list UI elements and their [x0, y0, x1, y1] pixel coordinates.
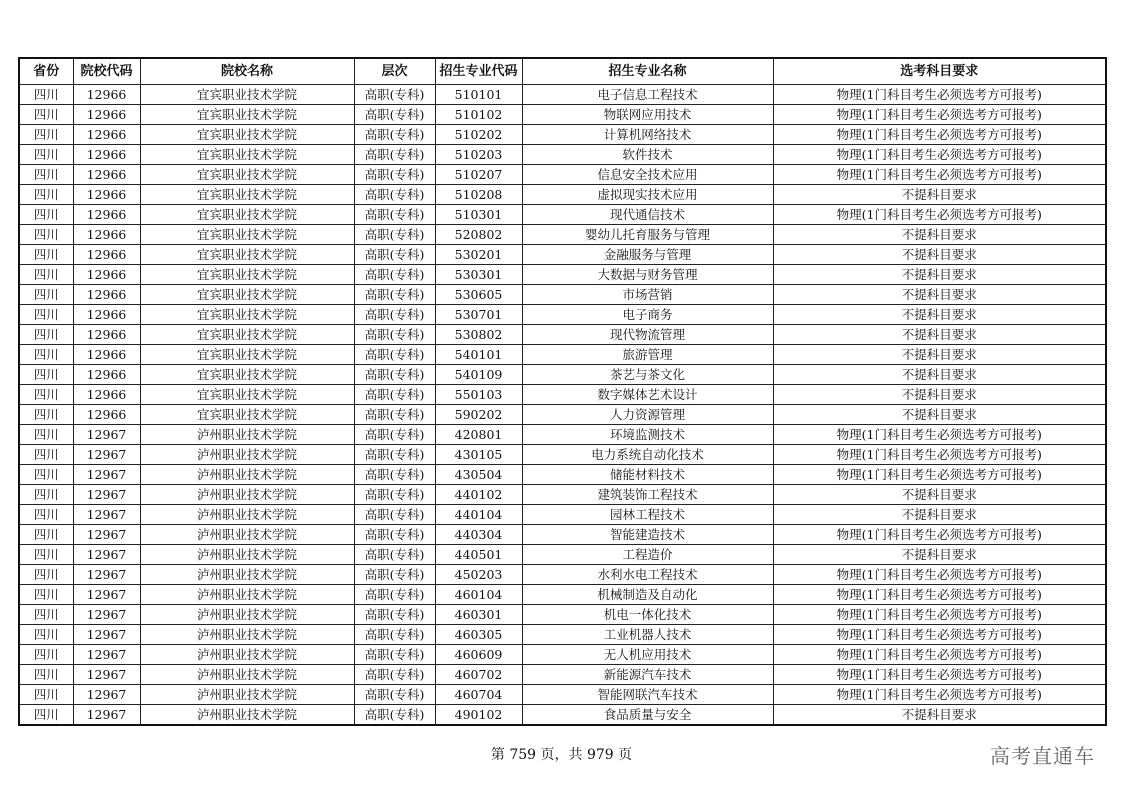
- cell-subject-requirement: 物理(1门科目考生必须选考方可报考): [773, 125, 1106, 145]
- table-row: [19, 225, 1106, 245]
- cell-major-code: 440104: [435, 505, 522, 525]
- cell-province: 四川: [19, 465, 73, 485]
- cell-level: 高职(专科): [354, 525, 435, 545]
- cell-school-code: 12966: [73, 305, 140, 325]
- cell-major-code: 530802: [435, 325, 522, 345]
- cell-major-code: 460704: [435, 685, 522, 705]
- cell-level: 高职(专科): [354, 305, 435, 325]
- cell-province: 四川: [19, 705, 73, 726]
- cell-subject-requirement: 不提科目要求: [773, 485, 1106, 505]
- cell-major-name: 电力系统自动化技术: [522, 445, 773, 465]
- cell-school-name: 宜宾职业技术学院: [140, 305, 354, 325]
- table-row: [19, 165, 1106, 185]
- cell-level: 高职(专科): [354, 225, 435, 245]
- table-row: [19, 245, 1106, 265]
- cell-level: 高职(专科): [354, 585, 435, 605]
- cell-major-code: 460305: [435, 625, 522, 645]
- cell-major-code: 590202: [435, 405, 522, 425]
- cell-level: 高职(专科): [354, 565, 435, 585]
- cell-province: 四川: [19, 405, 73, 425]
- cell-major-name: 无人机应用技术: [522, 645, 773, 665]
- cell-major-code: 530605: [435, 285, 522, 305]
- cell-school-code: 12966: [73, 405, 140, 425]
- cell-school-name: 宜宾职业技术学院: [140, 365, 354, 385]
- cell-major-code: 510208: [435, 185, 522, 205]
- cell-level: 高职(专科): [354, 245, 435, 265]
- cell-province: 四川: [19, 625, 73, 645]
- cell-province: 四川: [19, 225, 73, 245]
- cell-province: 四川: [19, 325, 73, 345]
- table-row: [19, 325, 1106, 345]
- cell-major-code: 540109: [435, 365, 522, 385]
- cell-major-code: 460609: [435, 645, 522, 665]
- cell-major-code: 510207: [435, 165, 522, 185]
- table-row: [19, 625, 1106, 645]
- cell-school-name: 泸州职业技术学院: [140, 705, 354, 726]
- cell-major-name: 储能材料技术: [522, 465, 773, 485]
- cell-level: 高职(专科): [354, 165, 435, 185]
- cell-level: 高职(专科): [354, 85, 435, 105]
- cell-school-code: 12966: [73, 285, 140, 305]
- cell-province: 四川: [19, 545, 73, 565]
- cell-major-code: 450203: [435, 565, 522, 585]
- table-row: [19, 525, 1106, 545]
- cell-major-name: 食品质量与安全: [522, 705, 773, 726]
- cell-province: 四川: [19, 605, 73, 625]
- cell-major-code: 460301: [435, 605, 522, 625]
- cell-major-code: 520802: [435, 225, 522, 245]
- cell-subject-requirement: 物理(1门科目考生必须选考方可报考): [773, 425, 1106, 445]
- cell-school-code: 12967: [73, 685, 140, 705]
- cell-province: 四川: [19, 85, 73, 105]
- cell-subject-requirement: 物理(1门科目考生必须选考方可报考): [773, 145, 1106, 165]
- cell-subject-requirement: 不提科目要求: [773, 505, 1106, 525]
- cell-subject-requirement: 不提科目要求: [773, 245, 1106, 265]
- cell-school-name: 宜宾职业技术学院: [140, 185, 354, 205]
- cell-level: 高职(专科): [354, 645, 435, 665]
- cell-school-name: 宜宾职业技术学院: [140, 125, 354, 145]
- cell-major-name: 环境监测技术: [522, 425, 773, 445]
- cell-major-name: 电子信息工程技术: [522, 85, 773, 105]
- cell-school-name: 宜宾职业技术学院: [140, 385, 354, 405]
- cell-subject-requirement: 不提科目要求: [773, 285, 1106, 305]
- page-number: 第 759 页，共 979 页: [490, 747, 633, 763]
- cell-school-code: 12967: [73, 565, 140, 585]
- cell-major-code: 510202: [435, 125, 522, 145]
- cell-major-name: 软件技术: [522, 145, 773, 165]
- cell-province: 四川: [19, 385, 73, 405]
- cell-province: 四川: [19, 565, 73, 585]
- cell-major-code: 460104: [435, 585, 522, 605]
- cell-major-name: 大数据与财务管理: [522, 265, 773, 285]
- cell-major-code: 510102: [435, 105, 522, 125]
- cell-major-name: 现代物流管理: [522, 325, 773, 345]
- cell-level: 高职(专科): [354, 205, 435, 225]
- cell-school-code: 12967: [73, 625, 140, 645]
- table-row: [19, 465, 1106, 485]
- cell-level: 高职(专科): [354, 465, 435, 485]
- cell-subject-requirement: 不提科目要求: [773, 345, 1106, 365]
- document-sheet: [18, 57, 1107, 726]
- cell-school-code: 12966: [73, 165, 140, 185]
- cell-subject-requirement: 不提科目要求: [773, 365, 1106, 385]
- table-row: [19, 565, 1106, 585]
- cell-school-name: 宜宾职业技术学院: [140, 145, 354, 165]
- cell-major-name: 信息安全技术应用: [522, 165, 773, 185]
- cell-province: 四川: [19, 525, 73, 545]
- cell-school-name: 泸州职业技术学院: [140, 565, 354, 585]
- cell-major-code: 490102: [435, 705, 522, 726]
- cell-school-name: 宜宾职业技术学院: [140, 105, 354, 125]
- cell-province: 四川: [19, 485, 73, 505]
- cell-subject-requirement: 物理(1门科目考生必须选考方可报考): [773, 565, 1106, 585]
- cell-school-code: 12966: [73, 225, 140, 245]
- cell-school-code: 12966: [73, 85, 140, 105]
- cell-school-code: 12966: [73, 385, 140, 405]
- cell-school-name: 宜宾职业技术学院: [140, 325, 354, 345]
- cell-level: 高职(专科): [354, 445, 435, 465]
- cell-major-name: 数字媒体艺术设计: [522, 385, 773, 405]
- cell-level: 高职(专科): [354, 425, 435, 445]
- cell-major-code: 440501: [435, 545, 522, 565]
- header-row: [19, 58, 1106, 85]
- cell-school-code: 12966: [73, 205, 140, 225]
- cell-subject-requirement: 不提科目要求: [773, 325, 1106, 345]
- cell-subject-requirement: 不提科目要求: [773, 705, 1106, 726]
- cell-major-name: 建筑装饰工程技术: [522, 485, 773, 505]
- cell-major-name: 物联网应用技术: [522, 105, 773, 125]
- cell-major-code: 440102: [435, 485, 522, 505]
- cell-subject-requirement: 物理(1门科目考生必须选考方可报考): [773, 585, 1106, 605]
- cell-province: 四川: [19, 285, 73, 305]
- table-row: [19, 485, 1106, 505]
- cell-major-code: 430105: [435, 445, 522, 465]
- cell-school-code: 12967: [73, 645, 140, 665]
- cell-school-name: 泸州职业技术学院: [140, 505, 354, 525]
- header-major-name: 招生专业名称: [522, 58, 773, 85]
- cell-school-name: 泸州职业技术学院: [140, 425, 354, 445]
- cell-province: 四川: [19, 665, 73, 685]
- cell-major-code: 550103: [435, 385, 522, 405]
- cell-major-name: 现代通信技术: [522, 205, 773, 225]
- cell-school-code: 12966: [73, 145, 140, 165]
- table-row: [19, 685, 1106, 705]
- cell-level: 高职(专科): [354, 385, 435, 405]
- cell-major-name: 新能源汽车技术: [522, 665, 773, 685]
- table-row: [19, 545, 1106, 565]
- cell-level: 高职(专科): [354, 105, 435, 125]
- cell-subject-requirement: 不提科目要求: [773, 545, 1106, 565]
- cell-major-name: 水利水电工程技术: [522, 565, 773, 585]
- cell-school-code: 12966: [73, 125, 140, 145]
- cell-school-code: 12966: [73, 345, 140, 365]
- cell-major-code: 530301: [435, 265, 522, 285]
- cell-school-code: 12966: [73, 245, 140, 265]
- cell-major-code: 460702: [435, 665, 522, 685]
- cell-school-name: 宜宾职业技术学院: [140, 245, 354, 265]
- table-row: [19, 145, 1106, 165]
- cell-school-code: 12967: [73, 425, 140, 445]
- table-body: [19, 85, 1106, 726]
- cell-province: 四川: [19, 245, 73, 265]
- cell-level: 高职(专科): [354, 685, 435, 705]
- cell-school-name: 泸州职业技术学院: [140, 645, 354, 665]
- table-row: [19, 85, 1106, 105]
- cell-school-name: 泸州职业技术学院: [140, 605, 354, 625]
- cell-province: 四川: [19, 125, 73, 145]
- cell-major-name: 人力资源管理: [522, 405, 773, 425]
- cell-subject-requirement: 物理(1门科目考生必须选考方可报考): [773, 445, 1106, 465]
- table-row: [19, 665, 1106, 685]
- cell-subject-requirement: 不提科目要求: [773, 265, 1106, 285]
- cell-province: 四川: [19, 645, 73, 665]
- cell-level: 高职(专科): [354, 265, 435, 285]
- cell-province: 四川: [19, 365, 73, 385]
- cell-level: 高职(专科): [354, 285, 435, 305]
- cell-major-name: 智能网联汽车技术: [522, 685, 773, 705]
- cell-province: 四川: [19, 425, 73, 445]
- cell-school-code: 12967: [73, 485, 140, 505]
- cell-level: 高职(专科): [354, 705, 435, 726]
- cell-level: 高职(专科): [354, 405, 435, 425]
- cell-school-code: 12966: [73, 325, 140, 345]
- header-province: 省份: [19, 58, 73, 85]
- cell-level: 高职(专科): [354, 365, 435, 385]
- cell-subject-requirement: 物理(1门科目考生必须选考方可报考): [773, 465, 1106, 485]
- cell-subject-requirement: 物理(1门科目考生必须选考方可报考): [773, 525, 1106, 545]
- cell-school-name: 泸州职业技术学院: [140, 665, 354, 685]
- cell-subject-requirement: 物理(1门科目考生必须选考方可报考): [773, 205, 1106, 225]
- header-major-code: 招生专业代码: [435, 58, 522, 85]
- cell-major-name: 智能建造技术: [522, 525, 773, 545]
- cell-school-code: 12967: [73, 525, 140, 545]
- cell-major-name: 金融服务与管理: [522, 245, 773, 265]
- cell-school-name: 泸州职业技术学院: [140, 625, 354, 645]
- cell-school-name: 宜宾职业技术学院: [140, 225, 354, 245]
- table-row: [19, 405, 1106, 425]
- table-row: [19, 365, 1106, 385]
- cell-subject-requirement: 物理(1门科目考生必须选考方可报考): [773, 605, 1106, 625]
- cell-major-name: 虚拟现实技术应用: [522, 185, 773, 205]
- cell-level: 高职(专科): [354, 185, 435, 205]
- cell-school-name: 泸州职业技术学院: [140, 545, 354, 565]
- cell-province: 四川: [19, 265, 73, 285]
- cell-subject-requirement: 不提科目要求: [773, 405, 1106, 425]
- cell-province: 四川: [19, 305, 73, 325]
- cell-school-code: 12966: [73, 185, 140, 205]
- cell-major-name: 市场营销: [522, 285, 773, 305]
- cell-subject-requirement: 物理(1门科目考生必须选考方可报考): [773, 85, 1106, 105]
- cell-school-code: 12967: [73, 605, 140, 625]
- header-school-name: 院校名称: [140, 58, 354, 85]
- watermark-logo: 高考直通车: [990, 744, 1095, 768]
- cell-major-name: 旅游管理: [522, 345, 773, 365]
- cell-school-code: 12966: [73, 105, 140, 125]
- table-row: [19, 105, 1106, 125]
- cell-level: 高职(专科): [354, 325, 435, 345]
- table-row: [19, 345, 1106, 365]
- cell-school-code: 12967: [73, 545, 140, 565]
- cell-subject-requirement: 物理(1门科目考生必须选考方可报考): [773, 105, 1106, 125]
- cell-level: 高职(专科): [354, 505, 435, 525]
- cell-major-code: 530701: [435, 305, 522, 325]
- cell-province: 四川: [19, 505, 73, 525]
- cell-school-name: 宜宾职业技术学院: [140, 345, 354, 365]
- cell-subject-requirement: 不提科目要求: [773, 185, 1106, 205]
- cell-major-code: 510301: [435, 205, 522, 225]
- cell-school-name: 宜宾职业技术学院: [140, 85, 354, 105]
- table-row: [19, 585, 1106, 605]
- header-level: 层次: [354, 58, 435, 85]
- table-row: [19, 645, 1106, 665]
- cell-major-code: 510101: [435, 85, 522, 105]
- cell-major-code: 530201: [435, 245, 522, 265]
- cell-level: 高职(专科): [354, 125, 435, 145]
- table-row: [19, 425, 1106, 445]
- table-row: [19, 185, 1106, 205]
- cell-province: 四川: [19, 185, 73, 205]
- header-school-code: 院校代码: [73, 58, 140, 85]
- cell-subject-requirement: 不提科目要求: [773, 385, 1106, 405]
- cell-school-name: 泸州职业技术学院: [140, 525, 354, 545]
- cell-level: 高职(专科): [354, 485, 435, 505]
- cell-province: 四川: [19, 685, 73, 705]
- cell-major-name: 工程造价: [522, 545, 773, 565]
- cell-school-name: 泸州职业技术学院: [140, 445, 354, 465]
- table-row: [19, 445, 1106, 465]
- cell-level: 高职(专科): [354, 145, 435, 165]
- cell-school-code: 12967: [73, 705, 140, 726]
- cell-major-name: 机械制造及自动化: [522, 585, 773, 605]
- cell-major-code: 430504: [435, 465, 522, 485]
- cell-school-code: 12966: [73, 365, 140, 385]
- cell-school-code: 12967: [73, 505, 140, 525]
- cell-major-code: 440304: [435, 525, 522, 545]
- cell-school-name: 泸州职业技术学院: [140, 465, 354, 485]
- cell-school-name: 宜宾职业技术学院: [140, 405, 354, 425]
- table-row: [19, 705, 1106, 726]
- table-row: [19, 305, 1106, 325]
- cell-major-name: 婴幼儿托育服务与管理: [522, 225, 773, 245]
- cell-school-name: 泸州职业技术学院: [140, 485, 354, 505]
- cell-province: 四川: [19, 145, 73, 165]
- cell-school-name: 宜宾职业技术学院: [140, 165, 354, 185]
- cell-level: 高职(专科): [354, 625, 435, 645]
- table-row: [19, 605, 1106, 625]
- cell-subject-requirement: 物理(1门科目考生必须选考方可报考): [773, 165, 1106, 185]
- cell-major-name: 计算机网络技术: [522, 125, 773, 145]
- cell-school-name: 宜宾职业技术学院: [140, 285, 354, 305]
- cell-province: 四川: [19, 585, 73, 605]
- table-row: [19, 265, 1106, 285]
- cell-school-code: 12966: [73, 265, 140, 285]
- cell-province: 四川: [19, 445, 73, 465]
- cell-school-code: 12967: [73, 445, 140, 465]
- cell-major-name: 茶艺与茶文化: [522, 365, 773, 385]
- cell-subject-requirement: 不提科目要求: [773, 225, 1106, 245]
- cell-province: 四川: [19, 165, 73, 185]
- cell-major-code: 510203: [435, 145, 522, 165]
- cell-level: 高职(专科): [354, 665, 435, 685]
- cell-province: 四川: [19, 205, 73, 225]
- cell-school-code: 12967: [73, 585, 140, 605]
- cell-school-name: 宜宾职业技术学院: [140, 205, 354, 225]
- cell-province: 四川: [19, 345, 73, 365]
- cell-school-name: 泸州职业技术学院: [140, 585, 354, 605]
- cell-school-code: 12967: [73, 465, 140, 485]
- cell-major-code: 540101: [435, 345, 522, 365]
- cell-subject-requirement: 物理(1门科目考生必须选考方可报考): [773, 625, 1106, 645]
- header-subject-requirement: 选考科目要求: [773, 58, 1106, 85]
- table-row: [19, 385, 1106, 405]
- cell-major-name: 机电一体化技术: [522, 605, 773, 625]
- cell-school-name: 泸州职业技术学院: [140, 685, 354, 705]
- cell-major-name: 工业机器人技术: [522, 625, 773, 645]
- cell-province: 四川: [19, 105, 73, 125]
- admission-table: [18, 57, 1107, 726]
- cell-level: 高职(专科): [354, 545, 435, 565]
- cell-subject-requirement: 物理(1门科目考生必须选考方可报考): [773, 685, 1106, 705]
- table-header: [19, 58, 1106, 85]
- cell-school-code: 12967: [73, 665, 140, 685]
- table-row: [19, 505, 1106, 525]
- cell-major-code: 420801: [435, 425, 522, 445]
- cell-level: 高职(专科): [354, 605, 435, 625]
- cell-subject-requirement: 物理(1门科目考生必须选考方可报考): [773, 665, 1106, 685]
- cell-subject-requirement: 物理(1门科目考生必须选考方可报考): [773, 645, 1106, 665]
- cell-subject-requirement: 不提科目要求: [773, 305, 1106, 325]
- cell-major-name: 电子商务: [522, 305, 773, 325]
- cell-school-name: 宜宾职业技术学院: [140, 265, 354, 285]
- cell-major-name: 园林工程技术: [522, 505, 773, 525]
- cell-level: 高职(专科): [354, 345, 435, 365]
- table-row: [19, 125, 1106, 145]
- table-row: [19, 285, 1106, 305]
- table-row: [19, 205, 1106, 225]
